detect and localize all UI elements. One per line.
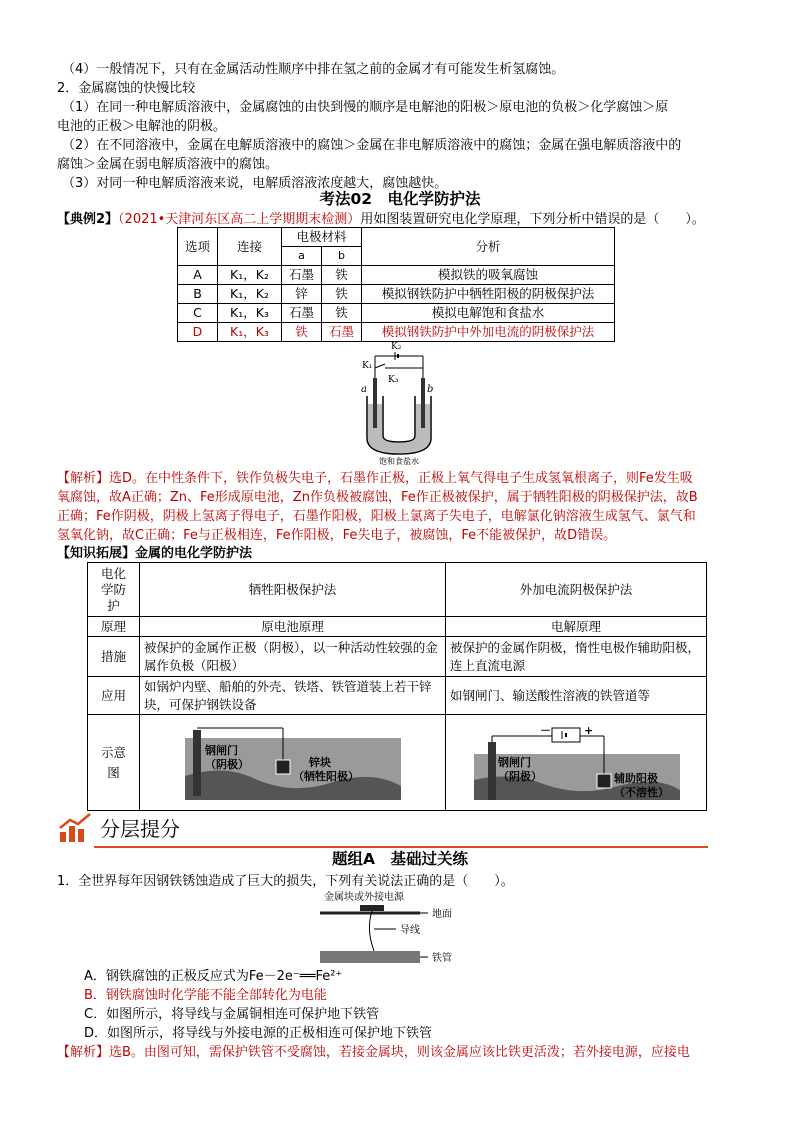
extension-title: 【知识拓展】金属的电化学防护法 — [57, 546, 253, 561]
gate-label-2: （阴极） — [498, 769, 542, 783]
sac-figure-cell — [140, 715, 446, 811]
electrode-a — [373, 378, 377, 428]
switch-icon — [375, 364, 385, 368]
table-row — [178, 304, 615, 323]
analysis-line-4: 氢氧化钠，故C正确；Fe与正极相连，Fe作阳极，Fe失电子，被腐蚀，Fe不能被保护，故D错误。 — [57, 528, 617, 543]
intro-line-2b: 腐蚀＞金属在弱电解质溶液中的腐蚀。 — [57, 157, 279, 172]
cell-analysis: 模拟电解饱和食盐水 — [362, 304, 615, 323]
intro-heading-2: 2．金属腐蚀的快慢比较 — [57, 81, 196, 96]
k2-label: K₂ — [391, 342, 402, 352]
gate-label: 钢闸门 — [204, 743, 238, 757]
th-method: 电化学防护 — [88, 563, 140, 617]
cell-option: C — [178, 304, 218, 323]
anode-label: 辅助阳极 — [614, 771, 658, 785]
cell-a: 锌 — [282, 285, 322, 304]
cell-connect: K₁，K₃ — [218, 304, 282, 323]
intro-line-1a: （1）在同一种电解质溶液中，金属腐蚀的由快到慢的顺序是电解池的阳极＞原电池的负极＞化学腐蚀＞原 — [62, 100, 669, 115]
ext-measure: 被保护的金属作阴极，惰性电极作辅助阳极，连上直流电源 — [446, 637, 707, 677]
cell-connect: K₁，K₂ — [218, 285, 282, 304]
fig-top-label: 金属块或外接电源 — [324, 892, 404, 903]
cell-a: 石墨 — [282, 266, 322, 285]
bar-icon — [69, 826, 75, 842]
options-table — [177, 227, 615, 342]
zinc-label: 锌块 — [308, 755, 331, 769]
banner-title: 分层提分 — [100, 817, 180, 841]
intro-line-4: （4）一般情况下，只有在金属活动性顺序中排在氢之前的金属才有可能发生析氢腐蚀。 — [62, 62, 565, 77]
question-1-stem: 1．全世界每年因钢铁锈蚀造成了巨大的损失，下列有关说法正确的是（ ）。 — [57, 874, 514, 889]
gate-label-2: （阴极） — [204, 757, 249, 771]
analysis-line-2: 氧腐蚀，故A正确；Zn、Fe形成原电池，Zn作负极被腐蚀，Fe作正极被保护，属于牺牲阳极的阴极保护法，故B — [57, 490, 698, 505]
cell-analysis: 模拟铁的吸氧腐蚀 — [362, 266, 615, 285]
table-row — [178, 285, 615, 304]
cell-option: A — [178, 266, 218, 285]
analysis-line-3: 正确；Fe作阴极，阴极上氢离子得电子，石墨作阳极，阳极上氯离子失电子，电解氯化钠溶液生成氢气、氯气和 — [57, 509, 696, 524]
th-b: b — [322, 247, 362, 266]
zinc-label-2: （牺牲阳极） — [292, 769, 359, 783]
ext-principle: 电解原理 — [446, 617, 707, 637]
k3-label: K₃ — [388, 375, 399, 385]
question-1-analysis: 【解析】选B。由图可知，需保护铁管不受腐蚀，若接金属块，则该金属应该比铁更活泼；若外接电源，应接电 — [57, 1045, 690, 1060]
option-d: D．如图所示，将导线与外接电源的正极相连可保护地下铁管 — [84, 1026, 433, 1041]
electrode-b — [421, 378, 425, 428]
sac-principle: 原电池原理 — [140, 617, 446, 637]
row-application-label: 应用 — [88, 677, 140, 715]
u-tube-inner — [383, 396, 415, 442]
external-figure — [448, 716, 704, 810]
cell-b: 铁 — [322, 266, 362, 285]
cell-a: 铁 — [282, 323, 322, 342]
a-label: a — [361, 384, 367, 395]
example-text: 用如图装置研究电化学原理，下列分析中错误的是（ ）。 — [360, 212, 705, 227]
protection-table — [87, 562, 707, 811]
th-connect: 连接 — [218, 228, 282, 266]
ext-application: 如钢闸门、输送酸性溶液的铁管道等 — [446, 677, 707, 715]
zinc-block — [276, 760, 290, 774]
bar-icon — [78, 829, 84, 842]
cell-option: B — [178, 285, 218, 304]
th-a: a — [282, 247, 322, 266]
chart-growth-icon — [58, 812, 94, 844]
metal-block — [360, 905, 384, 911]
sac-application: 如锅炉内壁、船舶的外壳、铁塔、铁管道装上若干锌块，可保护钢铁设备 — [140, 677, 446, 715]
intro-line-3: （3）对同一种电解质溶液来说，电解质溶液浓度越大，腐蚀越快。 — [62, 176, 448, 191]
banner-rule — [94, 846, 708, 848]
ground-label: 地面 — [432, 909, 452, 920]
wire-label: 导线 — [400, 925, 420, 936]
intro-line-1b: 电池的正极＞电解池的阴极。 — [57, 119, 227, 134]
trend-arrow-icon — [60, 814, 90, 828]
th-analysis: 分析 — [362, 228, 615, 266]
sac-measure: 被保护的金属作正极（阴极），以一种活动性较强的金属作负极（阳极） — [140, 637, 446, 677]
cell-a: 石墨 — [282, 304, 322, 323]
cell-option: D — [178, 323, 218, 342]
th-sacrificial: 牺牲阳极保护法 — [140, 563, 446, 617]
gate-label: 钢闸门 — [498, 755, 531, 769]
th-option: 选项 — [178, 228, 218, 266]
u-tube-figure — [355, 338, 445, 466]
row-principle-label: 原理 — [88, 617, 140, 637]
plus-label: + — [584, 723, 594, 737]
example-source: （2021•天津河东区高二上学期期末检测） — [118, 212, 361, 227]
cell-b: 铁 — [322, 304, 362, 323]
option-c: C．如图所示，将导线与金属铜相连可保护地下铁管 — [84, 1007, 380, 1022]
ext-figure-cell — [446, 715, 707, 811]
steel-gate — [193, 730, 201, 796]
sacrificial-figure — [143, 716, 443, 810]
table-row — [178, 266, 615, 285]
cell-analysis: 模拟钢铁防护中牺牲阳极的阴极保护法 — [362, 285, 615, 304]
th-material: 电极材料 — [282, 228, 362, 247]
auxiliary-anode — [597, 774, 611, 788]
row-measure-label: 措施 — [88, 637, 140, 677]
wire — [369, 911, 374, 951]
caption: 饱和食盐水 — [379, 457, 419, 466]
group-title: 题组A 基础过关练 — [332, 850, 468, 868]
k1-label: K₁ — [362, 361, 373, 371]
cell-connect: K₁，K₂ — [218, 266, 282, 285]
analysis-line-1: 【解析】选D。在中性条件下，铁作负极失电子，石墨作正极，正极上氧气得电子生成氢氧根离子，则Fe发生吸 — [57, 471, 693, 486]
cell-connect: K₁，K₃ — [218, 323, 282, 342]
steel-gate — [488, 742, 496, 800]
cell-b: 铁 — [322, 285, 362, 304]
th-external: 外加电流阴极保护法 — [446, 563, 707, 617]
example-tag: 【典例2】 — [57, 212, 119, 227]
pipe-figure — [320, 889, 480, 971]
section-title: 考法02 电化学防护法 — [319, 190, 481, 208]
anode-label-2: （不溶性） — [614, 785, 669, 799]
iron-pipe — [320, 951, 420, 963]
intro-line-2a: （2）在不同溶液中，金属在电解质溶液中的腐蚀＞金属在非电解质溶液中的腐蚀；金属在强电解质溶液中的 — [62, 138, 682, 153]
option-b: B．钢铁腐蚀时化学能不能全部转化为电能 — [84, 988, 327, 1003]
minus-label: － — [540, 723, 551, 737]
salt-water — [368, 404, 430, 453]
bar-icon — [60, 832, 66, 842]
row-figure-label: 示意图 — [88, 715, 140, 811]
option-a: A．钢铁腐蚀的正极反应式为Fe－2e⁻══Fe²⁺ — [84, 969, 343, 984]
pipe-label: 铁管 — [432, 953, 452, 964]
cell-b: 石墨 — [322, 323, 362, 342]
cell-analysis: 模拟钢铁防护中外加电流的阴极保护法 — [362, 323, 615, 342]
b-label: b — [427, 384, 434, 395]
